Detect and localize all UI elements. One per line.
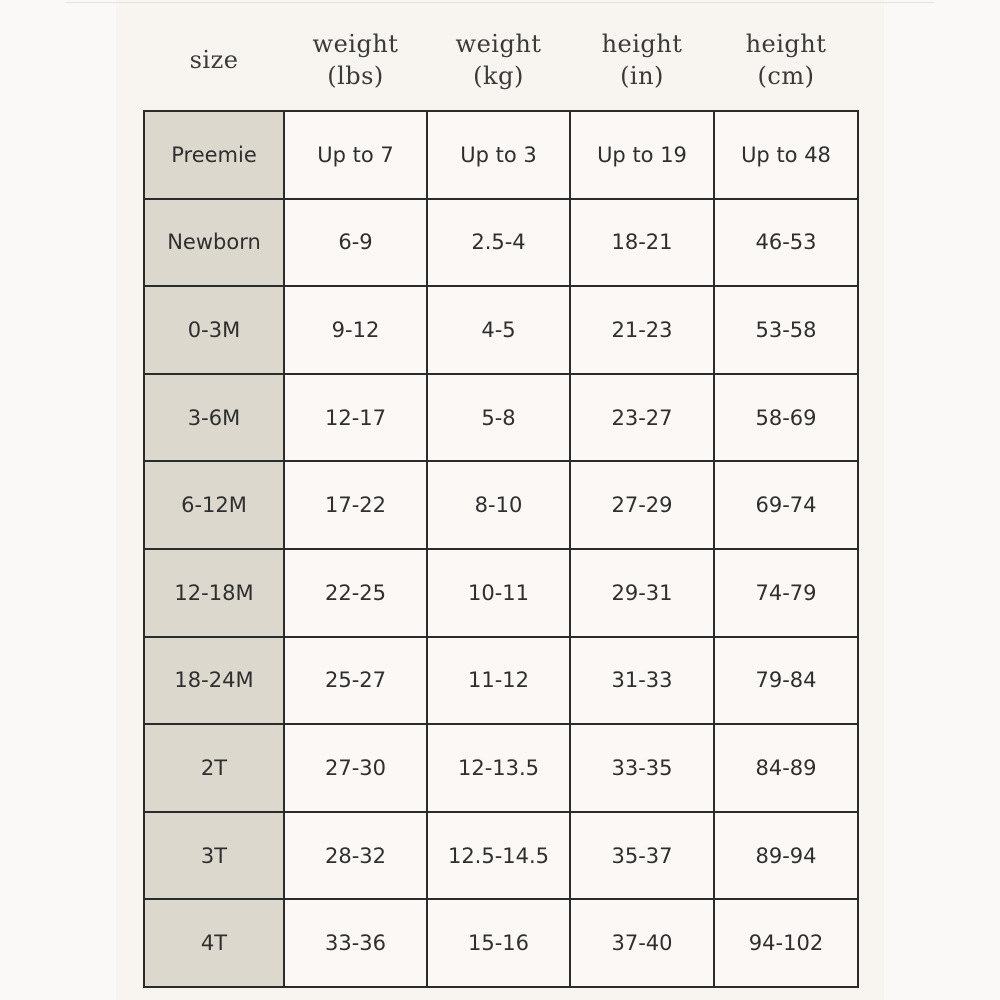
weight-kg-cell: 15-16 bbox=[427, 899, 570, 987]
height-cm-cell: 46-53 bbox=[714, 199, 858, 287]
size-cell: 3T bbox=[144, 812, 284, 900]
weight-lbs-cell: 28-32 bbox=[284, 812, 427, 900]
weight-kg-cell: 10-11 bbox=[427, 549, 570, 637]
weight-lbs-cell: 9-12 bbox=[284, 286, 427, 374]
header-weight-lbs-line2: (lbs) bbox=[327, 62, 384, 90]
weight-lbs-cell: 33-36 bbox=[284, 899, 427, 987]
size-chart-table bbox=[143, 110, 859, 988]
weight-kg-cell: 8-10 bbox=[427, 461, 570, 549]
height-cm-cell: 74-79 bbox=[714, 549, 858, 637]
weight-lbs-cell: Up to 7 bbox=[284, 111, 427, 199]
height-cm-cell: 58-69 bbox=[714, 374, 858, 462]
table-row bbox=[144, 461, 858, 549]
size-cell: 6-12M bbox=[144, 461, 284, 549]
table-row bbox=[144, 812, 858, 900]
size-cell: Newborn bbox=[144, 199, 284, 287]
height-in-cell: 33-35 bbox=[570, 724, 714, 812]
header-weight-kg bbox=[427, 20, 570, 100]
table-row bbox=[144, 111, 858, 199]
header-height-in bbox=[570, 20, 714, 100]
height-in-cell: 18-21 bbox=[570, 199, 714, 287]
height-in-cell: 37-40 bbox=[570, 899, 714, 987]
height-in-cell: 35-37 bbox=[570, 812, 714, 900]
weight-kg-cell: 12.5-14.5 bbox=[427, 812, 570, 900]
size-cell: Preemie bbox=[144, 111, 284, 199]
weight-lbs-cell: 12-17 bbox=[284, 374, 427, 462]
height-cm-cell: 84-89 bbox=[714, 724, 858, 812]
column-headers bbox=[144, 20, 856, 100]
weight-lbs-cell: 27-30 bbox=[284, 724, 427, 812]
weight-kg-cell: 4-5 bbox=[427, 286, 570, 374]
size-cell: 0-3M bbox=[144, 286, 284, 374]
header-weight-kg-line1: weight bbox=[455, 30, 542, 58]
table-row bbox=[144, 637, 858, 725]
weight-kg-cell: 12-13.5 bbox=[427, 724, 570, 812]
weight-lbs-cell: 17-22 bbox=[284, 461, 427, 549]
height-cm-cell: 94-102 bbox=[714, 899, 858, 987]
weight-kg-cell: 5-8 bbox=[427, 374, 570, 462]
height-in-cell: 29-31 bbox=[570, 549, 714, 637]
weight-kg-cell: Up to 3 bbox=[427, 111, 570, 199]
header-weight-lbs-line1: weight bbox=[312, 30, 399, 58]
size-cell: 2T bbox=[144, 724, 284, 812]
header-height-cm-line1: height bbox=[745, 30, 827, 58]
height-cm-cell: 89-94 bbox=[714, 812, 858, 900]
size-cell: 4T bbox=[144, 899, 284, 987]
height-cm-cell: 79-84 bbox=[714, 637, 858, 725]
height-cm-cell: Up to 48 bbox=[714, 111, 858, 199]
height-cm-cell: 53-58 bbox=[714, 286, 858, 374]
weight-lbs-cell: 22-25 bbox=[284, 549, 427, 637]
height-in-cell: 23-27 bbox=[570, 374, 714, 462]
header-weight-kg-line2: (kg) bbox=[473, 62, 524, 90]
table-row bbox=[144, 374, 858, 462]
height-in-cell: 31-33 bbox=[570, 637, 714, 725]
table-row bbox=[144, 199, 858, 287]
table-row bbox=[144, 724, 858, 812]
size-cell: 18-24M bbox=[144, 637, 284, 725]
size-cell: 3-6M bbox=[144, 374, 284, 462]
header-size bbox=[144, 20, 284, 100]
header-height-cm-line2: (cm) bbox=[757, 62, 815, 90]
height-in-cell: 27-29 bbox=[570, 461, 714, 549]
weight-kg-cell: 11-12 bbox=[427, 637, 570, 725]
top-divider bbox=[66, 2, 934, 3]
header-size-label: size bbox=[189, 46, 239, 74]
size-cell: 12-18M bbox=[144, 549, 284, 637]
header-height-in-line1: height bbox=[601, 30, 683, 58]
height-cm-cell: 69-74 bbox=[714, 461, 858, 549]
weight-kg-cell: 2.5-4 bbox=[427, 199, 570, 287]
weight-lbs-cell: 6-9 bbox=[284, 199, 427, 287]
header-height-cm bbox=[714, 20, 858, 100]
height-in-cell: Up to 19 bbox=[570, 111, 714, 199]
table-row bbox=[144, 899, 858, 987]
table-row bbox=[144, 549, 858, 637]
header-weight-lbs bbox=[284, 20, 427, 100]
weight-lbs-cell: 25-27 bbox=[284, 637, 427, 725]
table-row bbox=[144, 286, 858, 374]
height-in-cell: 21-23 bbox=[570, 286, 714, 374]
header-height-in-line2: (in) bbox=[620, 62, 664, 90]
